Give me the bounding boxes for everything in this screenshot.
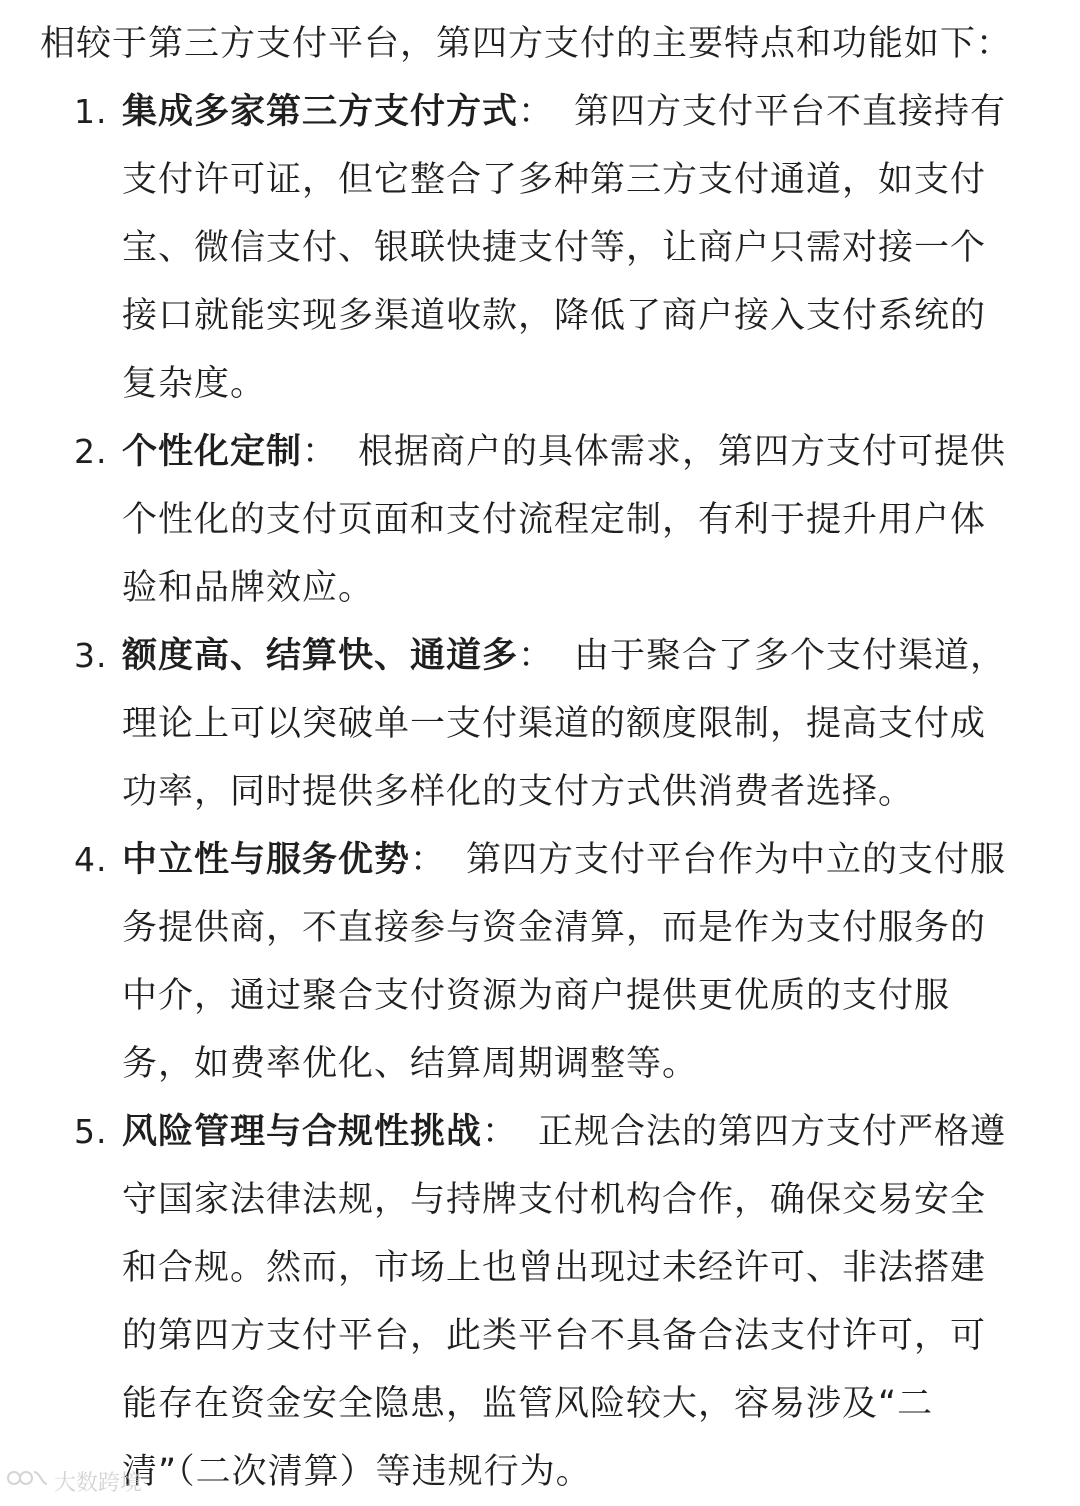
list-item-colon: ： [482,1112,519,1152]
list-item-title: 集成多家第三方支付方式 [122,92,519,132]
feature-list [40,78,1020,1506]
list-item-number: 4. [74,840,108,879]
list-item [40,78,1020,418]
list-item-title: 个性化定制 [122,432,303,472]
list-item-number: 2. [74,432,108,471]
watermark-text: 大数跨境 [54,1470,143,1496]
list-item [40,418,1020,622]
list-item-title: 中立性与服务优势 [122,840,411,880]
list-item-body: 第四方支付平台不直接持有支付许可证，但它整合了多种第三方支付通道，如支付宝、微信支付、银联快捷支付等，让商户只需对接一个接口就能实现多渠道收款，降低了商户接入支付系统的复杂度。 [122,92,1007,404]
list-item-colon: ： [518,92,555,132]
intro-paragraph: 相较于第三方支付平台，第四方支付的主要特点和功能如下： [40,24,1013,64]
list-item-title: 风险管理与合规性挑战 [122,1112,483,1152]
list-item-title: 额度高、结算快、通道多 [122,636,519,676]
list-item-number: 5. [74,1112,108,1151]
watermark [6,1465,142,1497]
list-item-body: 根据商户的具体需求，第四方支付可提供个性化的支付页面和支付流程定制，有利于提升用户体验和品牌效应。 [122,432,1007,608]
list-item [40,622,1020,826]
list-item-colon: ： [302,432,339,472]
list-item-number: 1. [74,92,108,131]
list-item-colon: ： [410,840,447,880]
list-item-body: 正规合法的第四方支付严格遵守国家法律法规，与持牌支付机构合作，确保交易安全和合规。然而，市场上也曾出现过未经许可、非法搭建的第四方支付平台，此类平台不具备合法支付许可，可能存在资金安全隐患，监管风险较大，容易涉及“二清”（二次清算）等违规行为。 [122,1112,1007,1492]
list-item-body: 第四方支付平台作为中立的支付服务提供商，不直接参与资金清算，而是作为支付服务的中介，通过聚合支付资源为商户提供更优质的支付服务，如费率优化、结算周期调整等。 [122,840,1007,1084]
brand-logo-icon [6,1465,48,1497]
list-item-body: 由于聚合了多个支付渠道，理论上可以突破单一支付渠道的额度限制，提高支付成功率，同时提供多样化的支付方式供消费者选择。 [122,636,1007,812]
list-item-colon: ： [518,636,555,676]
list-item-number: 3. [74,636,108,675]
list-item [40,1098,1020,1506]
list-item [40,826,1020,1098]
